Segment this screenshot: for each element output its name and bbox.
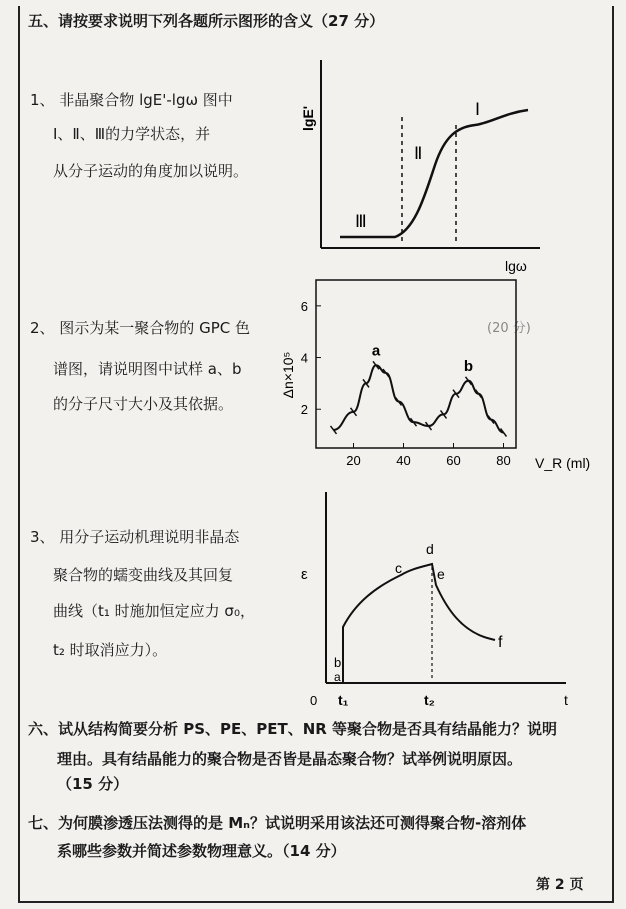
section7-line1: 七、为何膜渗透压法测得的是 Mₙ？试说明采用该法还可测得聚合物-溶剂体 bbox=[28, 814, 527, 832]
q3-point-b: b bbox=[334, 655, 342, 670]
gpc-xlabel: V_R (ml) bbox=[535, 455, 591, 471]
q3-point-c: c bbox=[395, 560, 402, 576]
q3-origin-label: 0 bbox=[310, 693, 318, 708]
gpc-ytick-label: 4 bbox=[300, 350, 308, 366]
q3-t1-label: t₁ bbox=[338, 692, 349, 708]
gpc-peak-label-a: a bbox=[371, 342, 381, 360]
q3-line1: 3、 用分子运动机理说明非晶态 bbox=[30, 528, 240, 546]
q2-line3: 的分子尺寸大小及其依据。 bbox=[53, 395, 234, 413]
q3-point-d: d bbox=[426, 541, 434, 557]
q3-point-a: a bbox=[334, 670, 341, 684]
q3-xlabel: t bbox=[564, 692, 568, 708]
gpc-xtick-label: 20 bbox=[346, 453, 361, 468]
gpc-marks bbox=[331, 342, 507, 436]
q1-ylabel: lgE' bbox=[300, 105, 316, 131]
q1-region-1-label: Ⅰ bbox=[475, 100, 481, 119]
section6-line2: 理由。具有结晶能力的聚合物是否皆是晶态聚合物？试举例说明原因。 bbox=[57, 750, 523, 768]
q3-t2-label: t₂ bbox=[424, 692, 435, 708]
q2-side-mark: (20 分) bbox=[487, 321, 531, 336]
gpc-xtick-label: 40 bbox=[396, 453, 411, 468]
gpc-xtick-label: 80 bbox=[496, 453, 511, 468]
q1-region-3-label: Ⅲ bbox=[355, 212, 367, 231]
gpc-peak-label-b: b bbox=[463, 357, 474, 375]
q1-figure bbox=[300, 55, 560, 280]
gpc-ytick-label: 6 bbox=[300, 298, 308, 314]
q3-line3: 曲线（t₁ 时施加恒定应力 σ₀， bbox=[53, 602, 255, 620]
gpc-ticks bbox=[301, 299, 511, 468]
q3-line4: t₂ 时取消应力）。 bbox=[53, 641, 168, 659]
section6-line3: （15 分） bbox=[57, 775, 129, 793]
section7-line2: 系哪些参数并简述参数物理意义。（14 分） bbox=[57, 842, 346, 860]
gpc-ytick-label: 2 bbox=[300, 402, 308, 418]
q3-ylabel: ε bbox=[301, 566, 308, 583]
q1-modulus-curve bbox=[340, 110, 528, 237]
q3-line2: 聚合物的蠕变曲线及其回复 bbox=[53, 566, 234, 584]
page-number: 第 2 页 bbox=[536, 877, 584, 893]
q3-point-f: f bbox=[498, 634, 503, 651]
section6-line1: 六、试从结构简要分析 PS、PE、PET、NR 等聚合物是否具有结晶能力？说明 bbox=[28, 720, 558, 738]
q3-creep-curve bbox=[343, 564, 495, 683]
section5-title: 五、请按要求说明下列各题所示图形的含义（27 分） bbox=[28, 12, 385, 30]
q2-line2: 谱图，请说明图中试样 a、b bbox=[53, 360, 242, 378]
q1-line3: 从分子运动的角度加以说明。 bbox=[53, 162, 249, 180]
gpc-xtick-label: 60 bbox=[446, 453, 461, 468]
q1-line2: Ⅰ、Ⅱ、Ⅲ的力学状态，并 bbox=[53, 125, 211, 143]
q1-line1: 1、 非晶聚合物 lgE'-lgω 图中 bbox=[30, 91, 233, 109]
gpc-series-line bbox=[334, 365, 504, 432]
q1-region-2-label: Ⅱ bbox=[414, 144, 423, 163]
gpc-chart bbox=[280, 277, 591, 475]
q3-point-e: e bbox=[437, 566, 445, 582]
gpc-ylabel: Δn×10⁵ bbox=[280, 351, 296, 399]
q2-line1: 2、 图示为某一聚合物的 GPC 色 bbox=[30, 319, 250, 337]
q3-figure bbox=[296, 487, 586, 712]
q1-xlabel: lgω bbox=[505, 258, 527, 274]
